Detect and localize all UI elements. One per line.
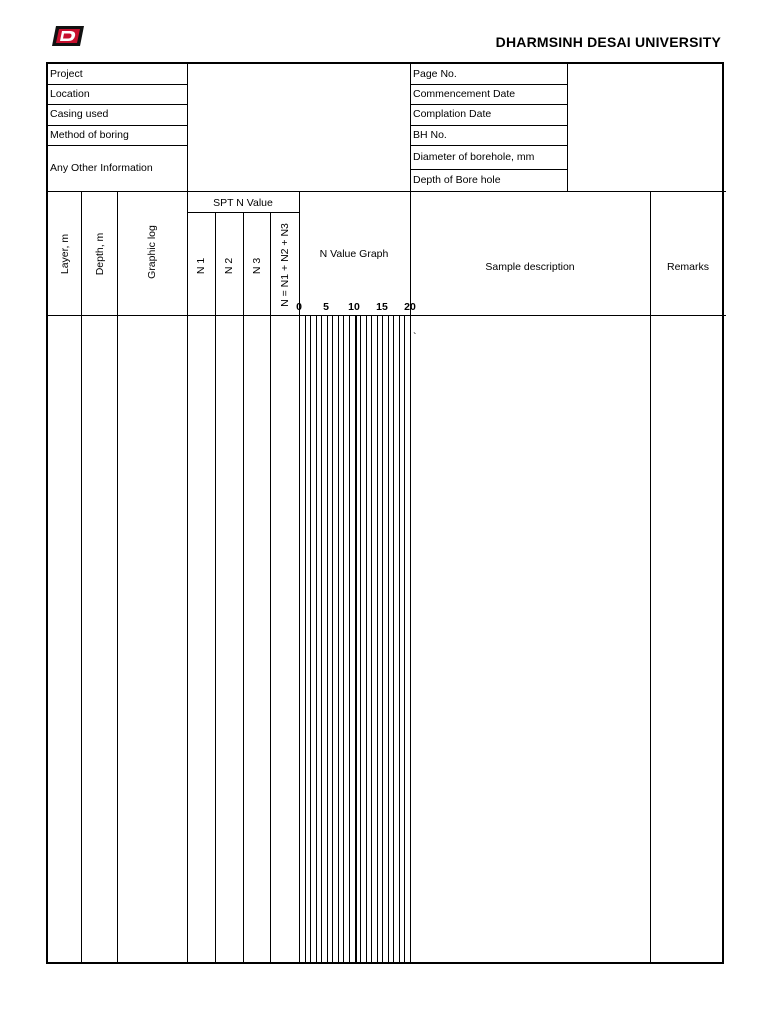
- graph-grid-line: [366, 315, 367, 964]
- label-project: Project: [50, 68, 83, 80]
- rule: [187, 64, 188, 192]
- rule: [48, 104, 188, 105]
- rule: [270, 212, 271, 964]
- graph-grid-line: [338, 315, 339, 964]
- graph-grid-line: [321, 315, 322, 964]
- rule: [243, 212, 244, 964]
- rule: [410, 104, 567, 105]
- graph-tick-5: 5: [323, 300, 329, 313]
- graph-grid-line: [382, 315, 383, 964]
- rule: [117, 192, 118, 964]
- graph-grid-line: [310, 315, 311, 964]
- stray-mark: `: [413, 331, 417, 343]
- label-bh-no: BH No.: [413, 129, 447, 141]
- rule: [410, 84, 567, 85]
- col-spt-n-value: SPT N Value: [213, 196, 273, 209]
- label-complation-date: Complation Date: [413, 108, 492, 120]
- graph-grid-line: [399, 315, 400, 964]
- graph-grid-line: [305, 315, 306, 964]
- graph-grid-line: [371, 315, 372, 964]
- rule: [410, 125, 567, 126]
- rule: [81, 192, 82, 964]
- graph-grid-line: [377, 315, 378, 964]
- label-method-of-boring: Method of boring: [50, 129, 129, 141]
- university-logo-icon: [50, 24, 86, 48]
- graph-tick-10: 10: [348, 300, 360, 313]
- graph-tick-0: 0: [296, 300, 302, 313]
- rule: [410, 169, 567, 170]
- col-graphic-log: Graphic log: [145, 225, 158, 279]
- graph-grid-line: [316, 315, 317, 964]
- label-depth-of-bore-hole: Depth of Bore hole: [413, 174, 501, 186]
- rule: [650, 192, 651, 964]
- graph-grid-line: [332, 315, 333, 964]
- col-n3: N 3: [250, 257, 263, 275]
- label-casing-used: Casing used: [50, 108, 109, 120]
- graph-grid-line: [404, 315, 405, 964]
- col-sample-description: Sample description: [485, 260, 575, 273]
- rule: [215, 212, 216, 964]
- label-location: Location: [50, 88, 90, 100]
- rule: [410, 64, 411, 192]
- rule: [567, 64, 568, 192]
- graph-tick-15: 15: [376, 300, 388, 313]
- rule: [48, 191, 726, 192]
- label-diameter-of-borehole: Diameter of borehole, mm: [413, 151, 535, 163]
- label-page-no: Page No.: [413, 68, 457, 80]
- borehole-log-sheet: [46, 62, 724, 964]
- graph-grid-line: [343, 315, 344, 964]
- col-depth: Depth, m: [93, 232, 106, 276]
- col-n1: N 1: [194, 257, 207, 275]
- col-remarks: Remarks: [666, 260, 710, 273]
- rule: [410, 145, 567, 146]
- graph-tick-20: 20: [404, 300, 416, 313]
- rule: [48, 315, 726, 316]
- rule: [48, 125, 188, 126]
- rule: [48, 145, 188, 146]
- label-commencement-date: Commencement Date: [413, 88, 516, 100]
- col-n2: N 2: [222, 257, 235, 275]
- label-any-other-information: Any Other Information: [50, 162, 153, 174]
- graph-grid-line: [360, 315, 361, 964]
- col-n-value-graph: N Value Graph: [319, 247, 389, 260]
- graph-grid-line: [388, 315, 389, 964]
- graph-grid-line: [355, 315, 357, 964]
- graph-grid-line: [349, 315, 350, 964]
- rule: [48, 84, 188, 85]
- col-n-total: N = N1 + N2 + N3: [278, 223, 291, 307]
- rule: [187, 192, 188, 964]
- graph-grid-line: [393, 315, 394, 964]
- university-name: DHARMSINH DESAI UNIVERSITY: [495, 34, 721, 50]
- col-layer: Layer, m: [58, 233, 71, 275]
- graph-grid-line: [327, 315, 328, 964]
